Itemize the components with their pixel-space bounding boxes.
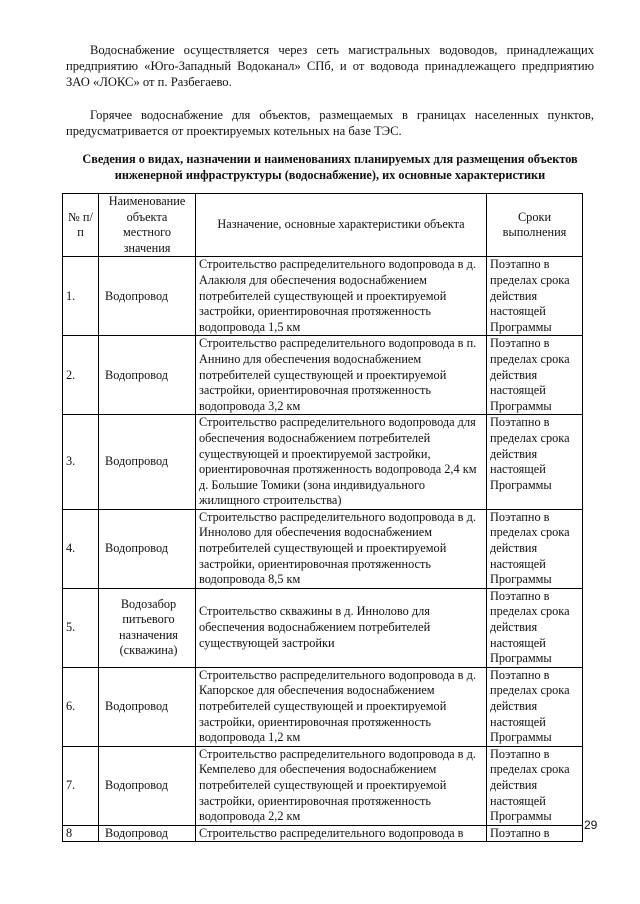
- row-description: Строительство распределительного водопровода в: [196, 825, 487, 842]
- row-number: 1.: [63, 257, 99, 336]
- page-number: 29: [584, 818, 598, 832]
- row-description: Строительство распределительного водопровода в д. Капорское для обеспечения водоснабжением потребителей существующей и проектируемой застройки, ориентировочная протяженность водопровода 1,2 км: [196, 667, 487, 746]
- row-description: Строительство распределительного водопровода в д. Иннолово для обеспечения водоснабжением потребителей существующей и проектируемой застройки, ориентировочная протяженность водопровода 8,5 км: [196, 509, 487, 588]
- row-term: Поэтапно в пределах срока действия настоящей Программы: [487, 415, 583, 510]
- row-object-name: Водопровод: [99, 746, 196, 825]
- header-name: Наименование объекта местного значения: [99, 194, 196, 257]
- table-header-row: [63, 194, 583, 257]
- row-object-name: Водопровод: [99, 825, 196, 842]
- row-description: Строительство распределительного водопровода в д. Алакюля для обеспечения водоснабжением потребителей существующей и проектируемой застройки, ориентировочная протяженность водопровода 1,5 км: [196, 257, 487, 336]
- row-term: Поэтапно в пределах срока действия настоящей Программы: [487, 509, 583, 588]
- row-object-name: Водопровод: [99, 509, 196, 588]
- row-object-name: Водопровод: [99, 336, 196, 415]
- table-row: [63, 746, 583, 825]
- row-term: Поэтапно в пределах срока действия настоящей Программы: [487, 257, 583, 336]
- row-term: Поэтапно в: [487, 825, 583, 842]
- row-number: 7.: [63, 746, 99, 825]
- table-row: [63, 825, 583, 842]
- row-description: Строительство скважины в д. Иннолово для обеспечения водоснабжением потребителей существующей застройки: [196, 588, 487, 667]
- paragraph-water-supply: Водоснабжение осуществляется через сеть магистральных водоводов, принадлежащих предприятию «Юго-Западный Водоканал» СПб, и от водовода принадлежащего предприятию ЗАО «ЛОКС» от п. Разбегаево.: [66, 43, 594, 90]
- row-term: Поэтапно в пределах срока действия настоящей Программы: [487, 336, 583, 415]
- table-row: [63, 415, 583, 510]
- row-description: Строительство распределительного водопровода в д. Кемпелево для обеспечения водоснабжением потребителей существующей и проектируемой застройки, ориентировочная протяженность водопровода 2,2 км: [196, 746, 487, 825]
- header-term: Сроки выполнения: [487, 194, 583, 257]
- table-caption: Сведения о видах, назначении и наименованиях планируемых для размещения объектов инженерной инфраструктуры (водоснабжение), их основные характеристики: [82, 152, 578, 182]
- row-object-name: Водопровод: [99, 667, 196, 746]
- row-object-name: Водозабор питьевого назначения (скважина): [99, 588, 196, 667]
- table-row: [63, 509, 583, 588]
- row-number: 2.: [63, 336, 99, 415]
- table-row: [63, 588, 583, 667]
- row-number: 4.: [63, 509, 99, 588]
- table-row: [63, 257, 583, 336]
- row-term: Поэтапно в пределах срока действия настоящей Программы: [487, 746, 583, 825]
- infrastructure-table: [62, 193, 583, 842]
- row-number: 6.: [63, 667, 99, 746]
- row-number: 3.: [63, 415, 99, 510]
- row-term: Поэтапно в пределах срока действия настоящей Программы: [487, 588, 583, 667]
- row-description: Строительство распределительного водопровода для обеспечения водоснабжением потребителей существующей и проектируемой застройки, ориентировочная протяженность водопровода 2,4 км д. Большие Томики (зона индивидуального жилищного строительства): [196, 415, 487, 510]
- header-no: № п/п: [63, 194, 99, 257]
- row-number: 8: [63, 825, 99, 842]
- table-row: [63, 336, 583, 415]
- row-description: Строительство распределительного водопровода в п. Аннино для обеспечения водоснабжением потребителей существующей и проектируемой застройки, ориентировочная протяженность водопровода 3,2 км: [196, 336, 487, 415]
- header-desc: Назначение, основные характеристики объекта: [196, 194, 487, 257]
- row-object-name: Водопровод: [99, 257, 196, 336]
- row-number: 5.: [63, 588, 99, 667]
- row-object-name: Водопровод: [99, 415, 196, 510]
- row-term: Поэтапно в пределах срока действия настоящей Программы: [487, 667, 583, 746]
- paragraph-hot-water: Горячее водоснабжение для объектов, размещаемых в границах населенных пунктов, предусматривается от проектируемых котельных на базе ТЭС.: [66, 108, 594, 139]
- table-row: [63, 667, 583, 746]
